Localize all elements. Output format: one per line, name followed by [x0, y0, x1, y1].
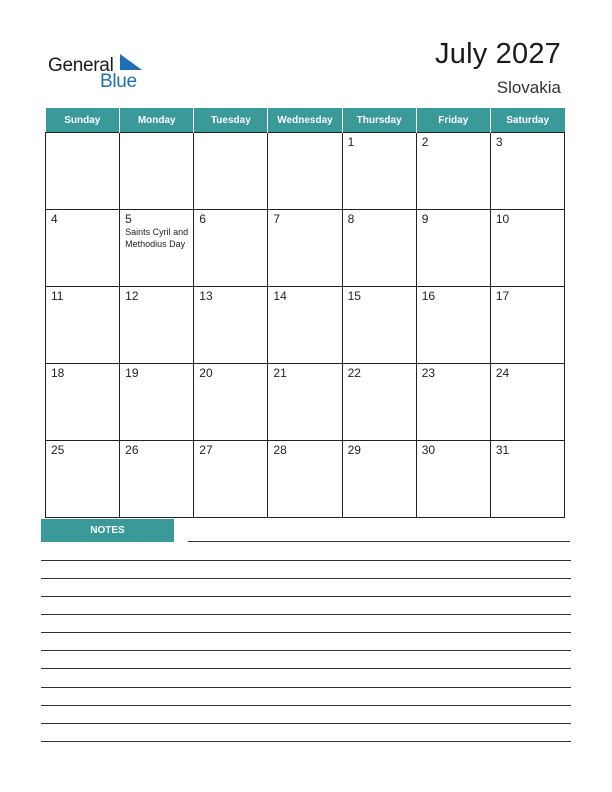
- day-cell: [194, 287, 268, 364]
- page-title: July 2027: [435, 38, 561, 70]
- day-cell: [416, 133, 490, 210]
- generalblue-logo: [48, 52, 148, 92]
- day-cell: [46, 133, 120, 210]
- logo-text-blue: Blue: [100, 71, 137, 92]
- day-cell: [268, 210, 342, 287]
- day-number: 25: [51, 443, 65, 457]
- week-row: [46, 210, 565, 287]
- day-number: 10: [495, 212, 510, 226]
- day-number: 15: [347, 289, 361, 303]
- day-number: 1: [347, 135, 355, 149]
- day-cell: [268, 133, 342, 210]
- day-cell: [120, 287, 194, 364]
- weekday-header-row: [46, 108, 565, 133]
- note-line: [41, 723, 571, 724]
- note-line: [41, 687, 571, 688]
- day-number: 12: [125, 289, 139, 303]
- day-number: 20: [199, 366, 213, 380]
- weekday-monday: Monday: [120, 108, 194, 133]
- day-cell: [194, 441, 268, 518]
- weekday-friday: Friday: [416, 108, 490, 133]
- day-cell: [490, 441, 564, 518]
- day-number: 7: [273, 212, 281, 226]
- day-cell: [342, 441, 416, 518]
- week-row: [46, 364, 565, 441]
- calendar-grid: [45, 108, 565, 518]
- week-row: [46, 287, 565, 364]
- day-number: 9: [421, 212, 429, 226]
- day-number: 8: [347, 212, 355, 226]
- country-name: Slovakia: [496, 78, 561, 97]
- note-line: [41, 614, 571, 615]
- day-number: 18: [51, 366, 65, 380]
- day-cell: [46, 364, 120, 441]
- note-line: [41, 632, 571, 633]
- day-number: 24: [495, 366, 510, 380]
- note-line: [41, 668, 571, 669]
- day-number: 16: [421, 289, 436, 303]
- day-number: 2: [421, 135, 429, 149]
- day-cell: [194, 364, 268, 441]
- day-cell: [120, 364, 194, 441]
- weekday-sunday: Sunday: [46, 108, 120, 133]
- day-number: 26: [125, 443, 139, 457]
- day-number: 31: [495, 443, 510, 457]
- day-cell: [342, 210, 416, 287]
- day-number: 21: [273, 366, 287, 380]
- day-cell: [268, 364, 342, 441]
- day-cell: [46, 441, 120, 518]
- day-cell: [342, 133, 416, 210]
- day-cell: [416, 287, 490, 364]
- weekday-tuesday: Tuesday: [194, 108, 268, 133]
- note-line: [41, 596, 571, 597]
- day-number: 22: [347, 366, 361, 380]
- day-cell: [120, 441, 194, 518]
- notes-header: NOTES: [41, 519, 174, 542]
- day-number: 14: [273, 289, 287, 303]
- day-cell: [342, 287, 416, 364]
- day-cell: [46, 210, 120, 287]
- day-cell: [268, 441, 342, 518]
- day-number: 23: [421, 366, 436, 380]
- day-number: 30: [421, 443, 436, 457]
- day-number: 6: [199, 212, 206, 226]
- day-number: 19: [125, 366, 139, 380]
- note-line: [41, 741, 571, 742]
- day-cell: [416, 364, 490, 441]
- day-number: 13: [199, 289, 213, 303]
- holiday-label: Saints Cyril and Methodius Day: [125, 227, 189, 249]
- logo-text-general: General: [48, 55, 114, 76]
- note-line: [41, 578, 571, 579]
- day-cell: [416, 210, 490, 287]
- day-cell: [416, 441, 490, 518]
- day-cell: [268, 287, 342, 364]
- day-number: 11: [51, 289, 64, 303]
- day-cell: [342, 364, 416, 441]
- day-cell: [490, 133, 564, 210]
- note-line: [41, 560, 571, 561]
- day-number: 5: [125, 212, 132, 226]
- note-line: [41, 705, 571, 706]
- day-number: 27: [199, 443, 213, 457]
- day-cell: [490, 287, 564, 364]
- day-cell: [46, 287, 120, 364]
- day-cell: [194, 133, 268, 210]
- day-cell: [120, 210, 194, 287]
- note-line: [188, 541, 570, 542]
- day-cell: [120, 133, 194, 210]
- day-number: 17: [495, 289, 510, 303]
- day-number: 3: [495, 135, 503, 149]
- weekday-thursday: Thursday: [342, 108, 416, 133]
- day-number: 28: [273, 443, 287, 457]
- week-row: [46, 133, 565, 210]
- note-line: [41, 650, 571, 651]
- day-number: 29: [347, 443, 361, 457]
- day-cell: [194, 210, 268, 287]
- weekday-saturday: Saturday: [490, 108, 564, 133]
- week-row: [46, 441, 565, 518]
- logo-triangle-icon: [120, 54, 142, 70]
- weekday-wednesday: Wednesday: [268, 108, 342, 133]
- day-cell: [490, 210, 564, 287]
- day-cell: [490, 364, 564, 441]
- day-number: 4: [51, 212, 58, 226]
